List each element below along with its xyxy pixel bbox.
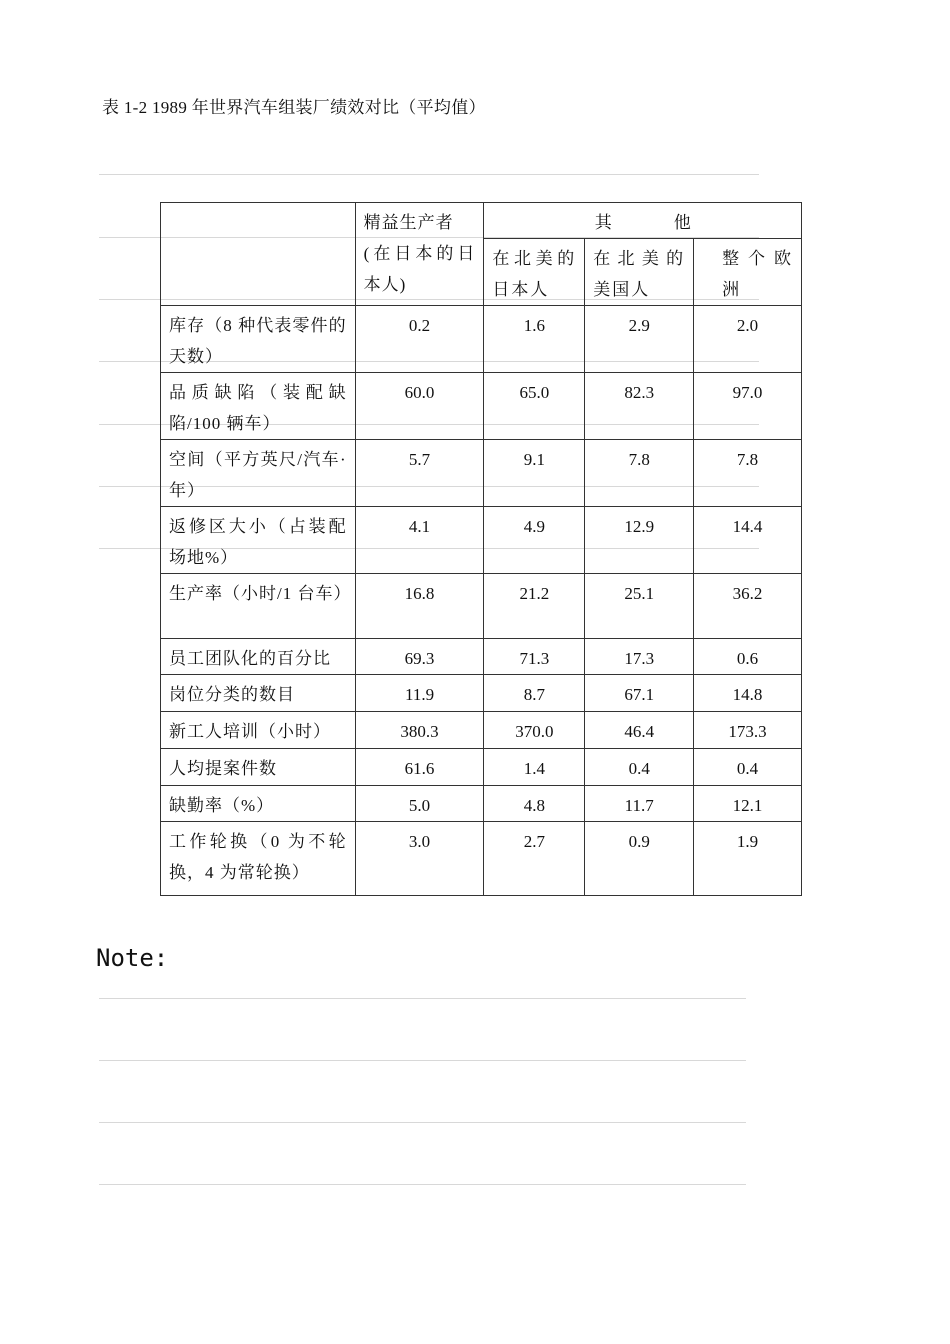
cell-value: 36.2 (694, 574, 802, 639)
cell-value: 4.9 (484, 507, 585, 574)
cell-value: 1.4 (484, 749, 585, 786)
table-row (161, 786, 802, 822)
table-row (161, 639, 802, 675)
cell-value: 3.0 (355, 822, 484, 896)
header-all-europe: 整个欧洲 (694, 239, 802, 306)
header-others (484, 203, 802, 239)
cell-value: 1.6 (484, 306, 585, 373)
cell-value: 9.1 (484, 440, 585, 507)
cell-value: 82.3 (585, 373, 694, 440)
table-row (161, 675, 802, 712)
row-label: 人均提案件数 (161, 749, 356, 786)
cell-value: 0.6 (694, 639, 802, 675)
header-others-right: 他 (673, 213, 691, 232)
cell-value: 60.0 (355, 373, 484, 440)
row-label: 岗位分类的数目 (161, 675, 356, 712)
table-header-row (161, 203, 802, 239)
table-row (161, 507, 802, 574)
header-others-left: 其 (594, 213, 612, 232)
header-americans-in-na: 在北美的美国人 (585, 239, 694, 306)
header-lean-sub: (在日本的日本人) (363, 244, 476, 294)
row-label: 工作轮换（0 为不轮换，4 为常轮换） (161, 822, 356, 896)
table-row (161, 306, 802, 373)
cell-value: 0.9 (585, 822, 694, 896)
cell-value: 0.2 (355, 306, 484, 373)
cell-value: 46.4 (585, 712, 694, 749)
cell-value: 17.3 (585, 639, 694, 675)
cell-value: 7.8 (585, 440, 694, 507)
cell-value: 0.4 (694, 749, 802, 786)
cell-value: 380.3 (355, 712, 484, 749)
cell-value: 14.8 (694, 675, 802, 712)
cell-value: 5.7 (355, 440, 484, 507)
cell-value: 7.8 (694, 440, 802, 507)
cell-value: 65.0 (484, 373, 585, 440)
cell-value: 173.3 (694, 712, 802, 749)
row-label: 新工人培训（小时） (161, 712, 356, 749)
note-label: Note: (96, 944, 169, 972)
header-lean-producer (355, 203, 484, 306)
row-label: 库存（8 种代表零件的天数） (161, 306, 356, 373)
cell-value: 4.1 (355, 507, 484, 574)
cell-value: 12.9 (585, 507, 694, 574)
table-row (161, 749, 802, 786)
performance-table (160, 202, 802, 896)
cell-value: 11.7 (585, 786, 694, 822)
cell-value: 2.9 (585, 306, 694, 373)
table-row (161, 574, 802, 639)
note-line (99, 1122, 746, 1123)
table-caption: 表 1-2 1989 年世界汽车组装厂绩效对比（平均值） (102, 98, 486, 117)
row-label: 缺勤率（%） (161, 786, 356, 822)
cell-value: 14.4 (694, 507, 802, 574)
cell-value: 0.4 (585, 749, 694, 786)
row-label: 生产率（小时/1 台车） (161, 574, 356, 639)
row-label: 返修区大小（占装配场地%） (161, 507, 356, 574)
header-blank-cell (161, 203, 356, 306)
row-label: 空间（平方英尺/汽车·年） (161, 440, 356, 507)
cell-value: 11.9 (355, 675, 484, 712)
cell-value: 16.8 (355, 574, 484, 639)
cell-value: 2.7 (484, 822, 585, 896)
row-label: 员工团队化的百分比 (161, 639, 356, 675)
cell-value: 97.0 (694, 373, 802, 440)
ruled-line (99, 174, 759, 175)
cell-value: 71.3 (484, 639, 585, 675)
cell-value: 61.6 (355, 749, 484, 786)
cell-value: 1.9 (694, 822, 802, 896)
header-lean-title: 精益生产者 (363, 213, 454, 232)
cell-value: 8.7 (484, 675, 585, 712)
cell-value: 21.2 (484, 574, 585, 639)
note-line (99, 998, 746, 999)
note-line (99, 1060, 746, 1061)
cell-value: 5.0 (355, 786, 484, 822)
note-line (99, 1184, 746, 1185)
cell-value: 2.0 (694, 306, 802, 373)
table-row (161, 712, 802, 749)
cell-value: 25.1 (585, 574, 694, 639)
row-label: 品质缺陷（装配缺陷/100 辆车） (161, 373, 356, 440)
cell-value: 4.8 (484, 786, 585, 822)
cell-value: 69.3 (355, 639, 484, 675)
table-row (161, 440, 802, 507)
cell-value: 12.1 (694, 786, 802, 822)
table-row (161, 373, 802, 440)
header-japanese-in-na: 在北美的日本人 (484, 239, 585, 306)
cell-value: 370.0 (484, 712, 585, 749)
table-row (161, 822, 802, 896)
cell-value: 67.1 (585, 675, 694, 712)
